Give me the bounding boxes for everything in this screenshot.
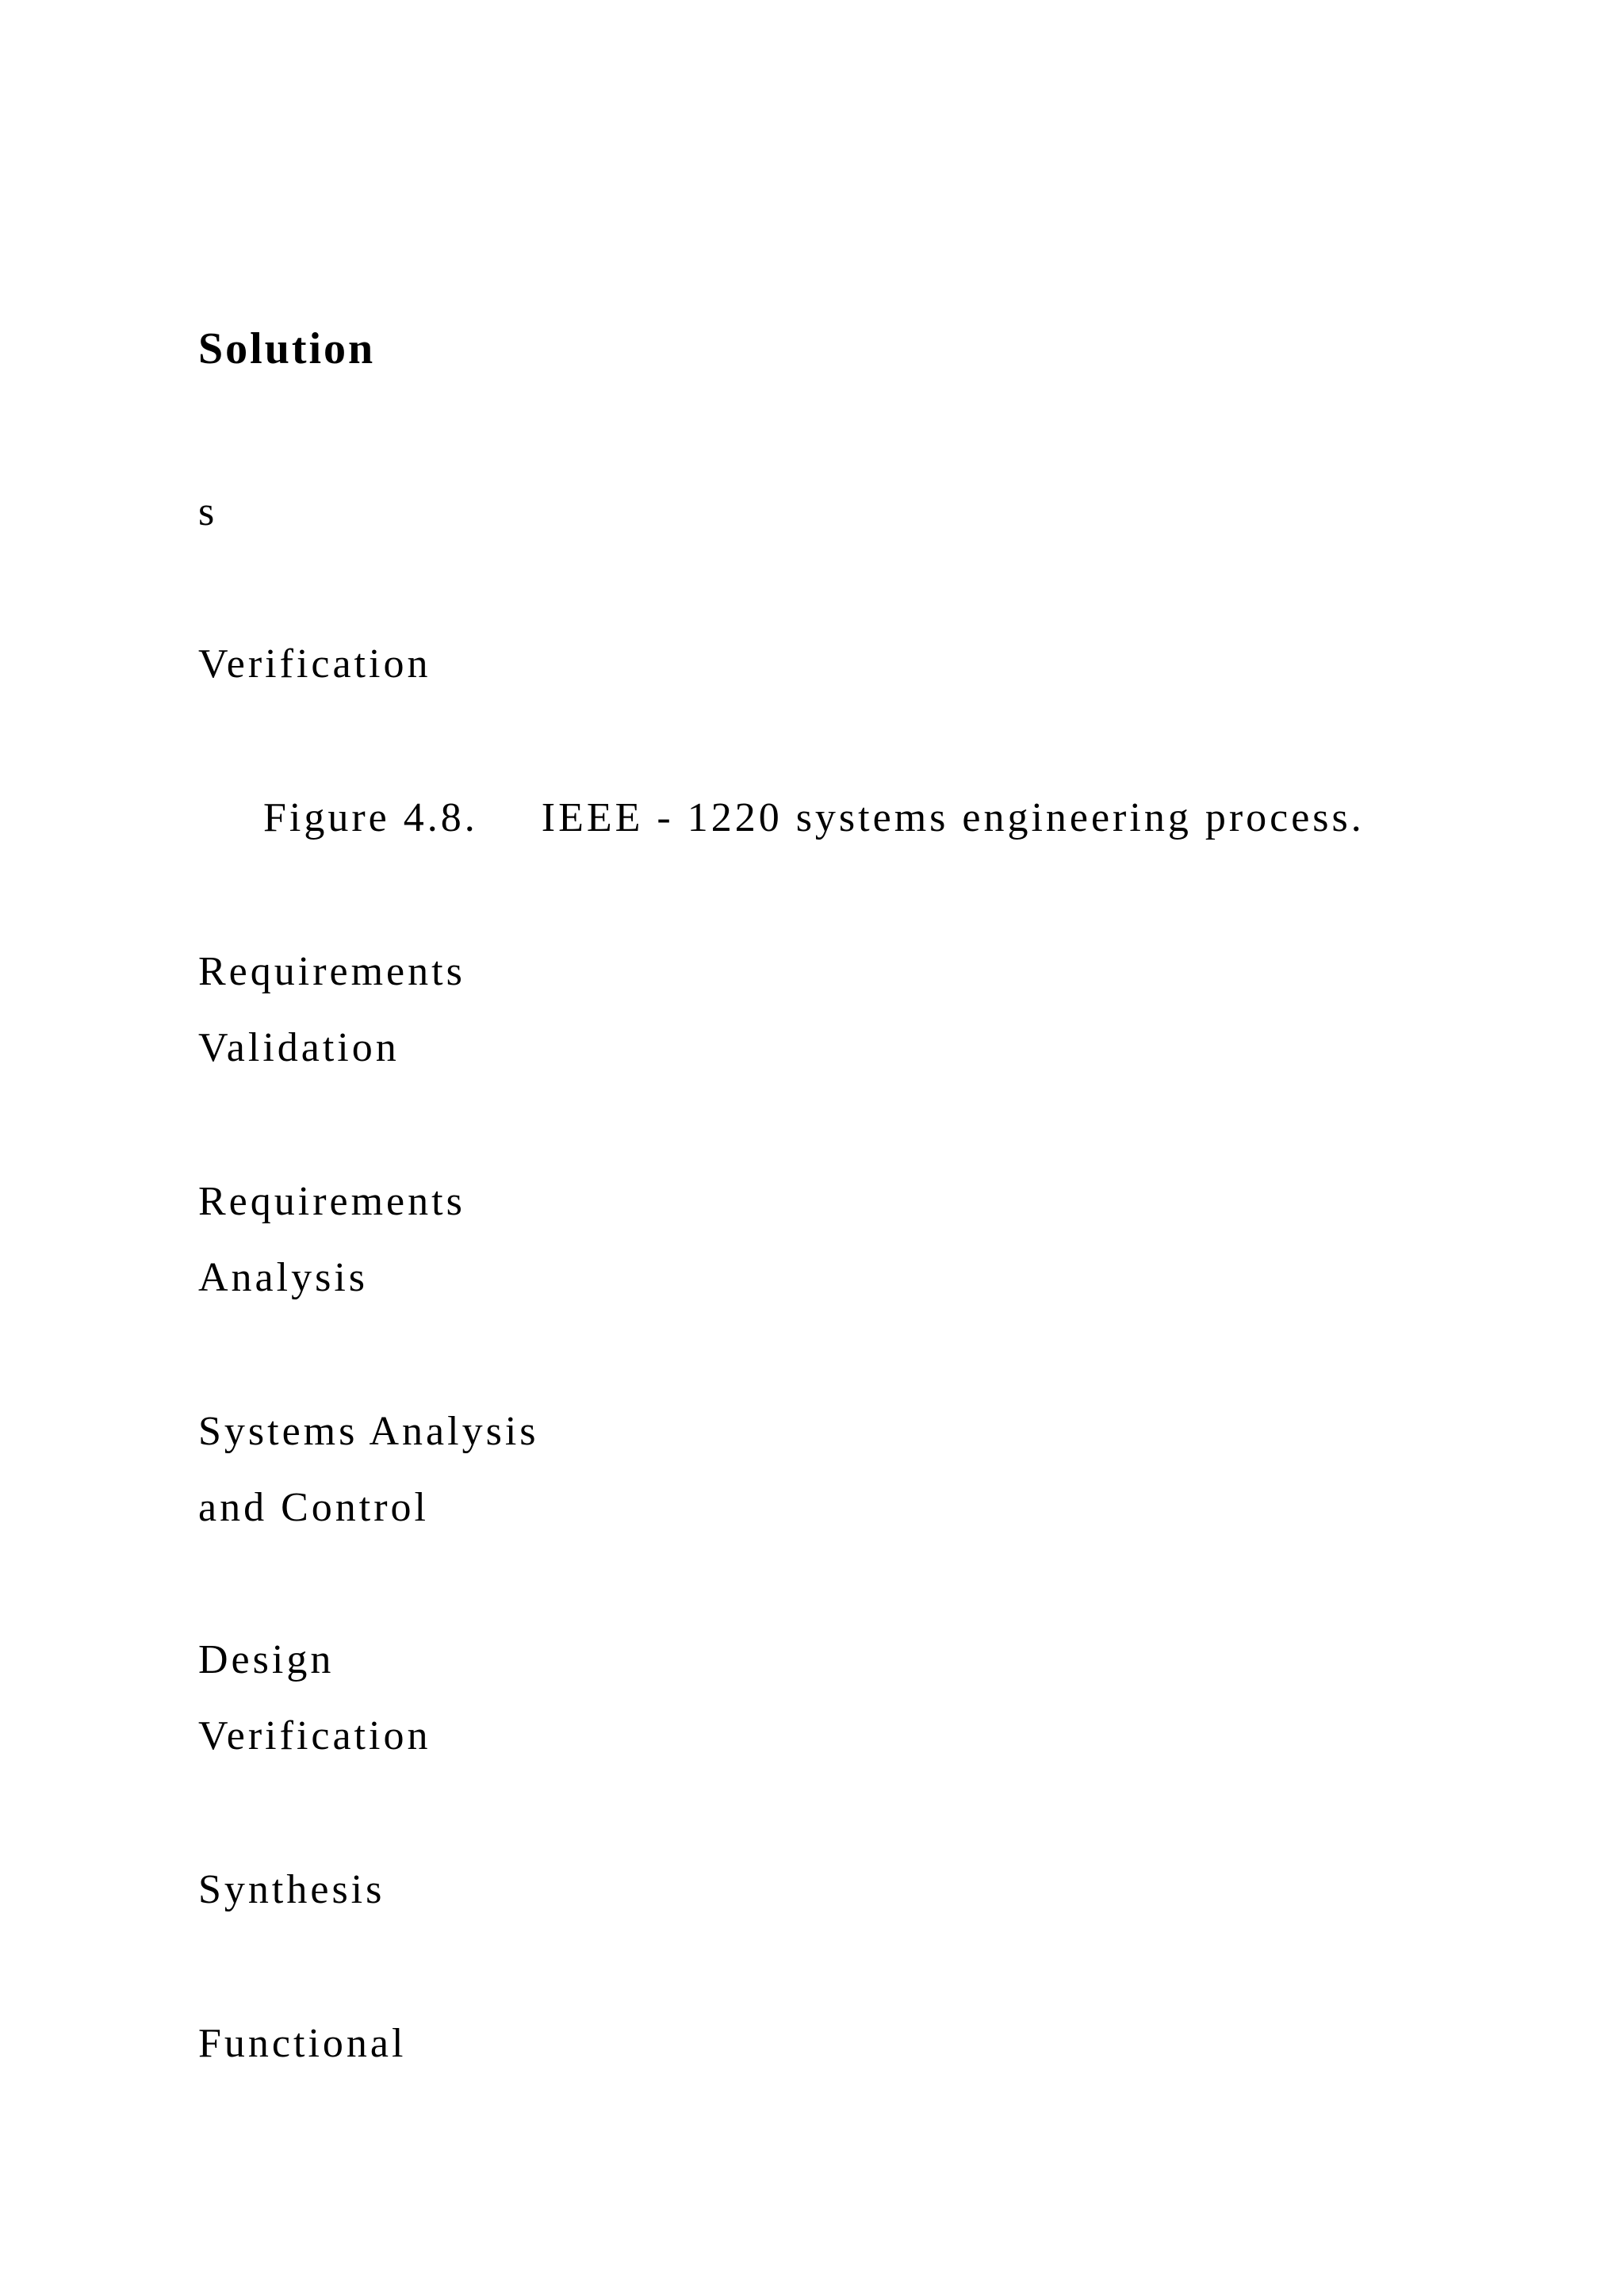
text-line: s xyxy=(198,489,218,534)
text-line: Requirements xyxy=(198,949,465,994)
section-heading: Solution xyxy=(198,324,376,373)
text-line: Requirements xyxy=(198,1179,465,1224)
text-line: Verification xyxy=(198,1713,431,1758)
text-line: Systems Analysis xyxy=(198,1409,539,1454)
figure-caption-label: Figure 4.8. xyxy=(263,795,478,840)
text-line: Analysis xyxy=(198,1255,368,1300)
figure-caption xyxy=(263,795,1365,840)
text-line: Functional xyxy=(198,2021,407,2066)
text-line: Validation xyxy=(198,1025,400,1070)
text-line: Design xyxy=(198,1637,335,1682)
figure-caption-text: IEEE - 1220 systems engineering process. xyxy=(541,795,1365,840)
text-line: and Control xyxy=(198,1485,429,1530)
text-line: Synthesis xyxy=(198,1867,385,1912)
text-line: Verification xyxy=(198,641,431,687)
